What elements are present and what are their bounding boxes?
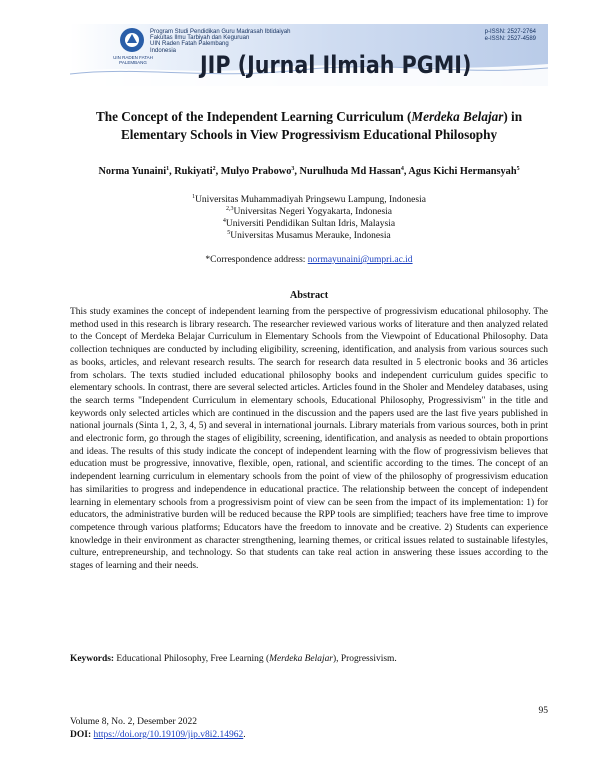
- affiliation-sup: 1: [192, 194, 196, 200]
- doi-label: DOI:: [70, 730, 92, 740]
- author-sup: 2: [212, 166, 216, 172]
- keywords-text: ), Progressivism.: [332, 654, 397, 664]
- affiliation-text: Universiti Pendidikan Sultan Idris, Malaysia: [225, 219, 396, 229]
- affiliation: [70, 194, 548, 206]
- issn-block: [485, 29, 536, 43]
- title-italic: Merdeka Belajar: [411, 109, 504, 124]
- keywords-label: Keywords:: [70, 654, 115, 664]
- author-separator: ,: [169, 166, 175, 177]
- author-name: Mulyo Prabowo: [220, 166, 292, 177]
- affiliation-text: Universitas Muhammadiyah Pringsewu Lampung, Indonesia: [195, 195, 426, 205]
- author-sup: 1: [166, 166, 170, 172]
- author-separator: ,: [215, 166, 221, 177]
- correspondence: [70, 255, 548, 265]
- abstract-body: This study examines the concept of independent learning from the perspective of progressivism educational philosophy. The method used in this research is library research. The researcher reviewed various works of literature and then analyzed related to the Concept of Merdeka Belajar Curriculum in Elementary Schools from the Viewpoint of Educational Philosophy. Data collection techniques are conducted by including eligibility, screening, identification, and analysis from various sources such as books, articles, and relevant research results. The search for research data resulted in 5 electronic books and 36 articles from scholars. The texts studied included educational philosophy books and independent curriculum guides specific to elementary schools. In contrast, there are several selected articles. Articles found in the Sholer and Mendeley databases, using the search terms "Independent Curriculum in elementary schools, Educational Philosophy, Progressivism" in the title and keywords only selected articles which are continued in the discussion and the papers used are the last five years published in national journals (Sinta 1, 2, 3, 4, 5) and several in international journals. Library materials from various sources, both in print and electronic form, go through the stages of eligibility, screening, identification, and analysis as needed to obtain proportions and ideas. The results of this study indicate the concept of independent learning with the flow of progressivism believes that education must be progressive, innovative, flexible, open, rational, and scientific according to the times. The concept of an independent learning curriculum in elementary schools from the point of view of the philosophy of progressivism education has similarities to progress and independence in educational practice. The relationship between the concept of independent learning in elementary schools from a progressivism point of view can be seen from the impact of its implementation: 1) for educators, the administrative burden will be reduced because the RPP tools are simplified; teachers have free time to improve competence through various platforms; Educators have the freedom to innovate and be creative. 2) Students can experience knowledge in their environment as character strengthening, learning themes, or critical issues related to sustainable lifestyles, culture, entrepreneurship, and technology. So that students can take real action in answering these issues according to the stages of learning and their needs.: [70, 307, 548, 572]
- author-name: Agus Kichi Hermansyah: [408, 166, 517, 177]
- affiliations: [70, 194, 548, 242]
- logo-caption: UIN RADEN FATAH PALEMBANG: [113, 55, 153, 65]
- author-list: [70, 164, 548, 179]
- keywords-italic: Merdeka Belajar: [269, 654, 333, 664]
- affiliation: [70, 206, 548, 218]
- affiliation: [70, 230, 548, 242]
- institution-line: Program Studi Pendidikan Guru Madrasah Ibtidaiyah: [150, 29, 291, 35]
- author-separator: ,: [403, 166, 409, 177]
- keywords: [70, 654, 548, 664]
- affiliation-sup: 4: [222, 218, 226, 224]
- author-sup: 3: [291, 166, 295, 172]
- doi-link[interactable]: https://doi.org/10.19109/jip.v8i2.14962: [93, 730, 244, 740]
- affiliation-text: Universitas Musamus Merauke, Indonesia: [230, 231, 391, 241]
- author-sup: 4: [400, 166, 404, 172]
- institution-line: Fakultas Ilmu Tarbiyah dan Keguruan: [150, 35, 250, 42]
- issn-online: e-ISSN: 2527-4589: [484, 36, 536, 42]
- keywords-text: Educational Philosophy, Free Learning (: [114, 654, 270, 664]
- doi-end: .: [243, 730, 246, 740]
- author-name: Nurulhuda Md Hassan: [299, 166, 401, 177]
- author-name: Norma Yunaini: [98, 166, 167, 177]
- affiliation-text: Universitas Negeri Yogyakarta, Indonesia: [233, 207, 393, 217]
- paper-title: [70, 108, 548, 144]
- correspondence-label: *Correspondence address:: [205, 255, 308, 265]
- title-part: The Concept of the Independent Learning Curriculum (: [95, 109, 412, 124]
- volume-info: Volume 8, No. 2, Desember 2022: [70, 717, 198, 727]
- title-part: ) in Elementary Schools in View Progressivism Educational Philosophy: [120, 109, 523, 142]
- abstract-heading: Abstract: [289, 290, 329, 301]
- author-separator: ,: [294, 166, 300, 177]
- affiliation: [70, 218, 548, 230]
- author-sup: 5: [516, 166, 520, 172]
- affiliation-sup: 2,3: [225, 206, 234, 212]
- journal-name: JIP (Jurnal Ilmiah PGMI): [200, 51, 472, 79]
- affiliation-sup: 5: [227, 230, 231, 236]
- correspondence-email-link[interactable]: normayunaini@umpri.ac.id: [307, 255, 413, 265]
- footer: [70, 716, 246, 742]
- page-number: 95: [538, 706, 548, 716]
- issn-print: p-ISSN: 2527-2764: [484, 29, 536, 35]
- journal-banner: [70, 24, 548, 86]
- institution-line: UIN Raden Fatah Palembang: [150, 41, 229, 48]
- university-logo-icon: [118, 26, 146, 54]
- doi-line: [70, 729, 246, 742]
- author-name: Rukiyati: [174, 166, 213, 177]
- institution-line: Indonesia: [150, 47, 177, 54]
